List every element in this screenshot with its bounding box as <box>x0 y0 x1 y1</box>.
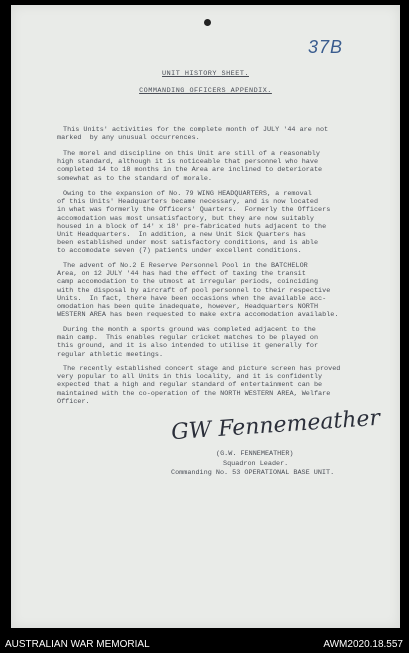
paragraph-line: The advent of No.2 E Reserve Personnel Pool in the BATCHELOR <box>63 262 308 270</box>
paragraph-line: expected that a high and regular standard of entertainment can be <box>57 381 323 390</box>
paragraph-line: This Units' activities for the complete month of JULY '44 are not <box>63 126 329 134</box>
paragraph-line: very popular to all Units in this locality, and it is confidently <box>57 373 323 382</box>
paragraph-line: main camp. This enables regular cricket matches to be played on <box>57 334 319 343</box>
paragraph-line: The recently established concert stage and picture screen has proved <box>63 365 341 373</box>
archive-accession-number: AWM2020.18.557 <box>323 639 403 650</box>
paragraph-line: omodation has been quite inadequate, however, Headquarters NORTH <box>57 303 319 311</box>
paragraph-line: WESTERN AREA has been requested to make extra accomodation available. <box>57 311 339 320</box>
paragraph-line: of this Units' Headquarters became necessary, and is now located <box>57 198 319 207</box>
handwritten-signature: GW Fennemeather <box>170 405 381 446</box>
paragraph-line: Units. In fact, there have been occasions when the available acc- <box>57 294 327 303</box>
paragraph-line: to accomodate seven (7) patients under excellent conditions. <box>57 247 302 256</box>
paragraph-line: somewhat as to the standard of morale. <box>57 174 212 183</box>
paragraph-line: Area, on 12 JULY '44 has had the effect of taxing the transit <box>57 270 306 279</box>
paragraph-line: housed in a block of 14' x 18' pre-fabricated huts adjacent to the <box>57 222 327 231</box>
paragraph-line: accomodation was most unsatisfactory, but they are now suitably <box>57 214 314 223</box>
paragraph-line: maintained with the co-operation of the NORTH WESTERN AREA, Welfare <box>57 389 331 398</box>
paragraph-line: completed 14 to 18 months in the Area are inclined to deteriorate <box>57 166 323 175</box>
paragraph-line: camp accomodation to the utmost at irregular periods, coinciding <box>57 278 319 287</box>
signatory-rank: Squadron Leader. <box>223 460 289 468</box>
signatory-name: (G.W. FENNEMEATHER) <box>216 450 294 458</box>
paragraph-line: marked by any unusual occurrences. <box>57 134 200 143</box>
paragraph-line: been established under most satisfactory conditions, and is able <box>57 239 319 248</box>
paragraph-line: Officer. <box>57 397 90 406</box>
paragraph-line: in what was formerly the Officers' Quarters. Formerly the Officers <box>57 206 331 215</box>
paragraph-line: Unit Headquarters. In addition, a new Unit Sick Quarters has <box>57 231 306 239</box>
archive-credit: AUSTRALIAN WAR MEMORIAL <box>5 639 150 650</box>
punch-hole <box>204 19 211 26</box>
signatory-appointment: Commanding No. 53 OPERATIONAL BASE UNIT. <box>171 469 335 477</box>
document-page <box>11 5 400 628</box>
paragraph-line: this ground, and it is also intended to utilise it generally for <box>57 342 319 351</box>
folio-number: 37B <box>308 37 344 57</box>
paragraph-line: The morel and discipline on this Unit are still of a reasonably <box>63 150 320 158</box>
paragraph-line: with the disposal by aircraft of pool personnel to their respective <box>57 286 331 295</box>
document-title: UNIT HISTORY SHEET. <box>162 70 249 78</box>
paragraph-line: high standard, although it is noticeable that personnel who have <box>57 158 319 167</box>
paragraph-line: regular athletic meetings. <box>57 350 164 359</box>
paragraph-line: During the month a sports ground was completed adjacent to the <box>63 326 316 334</box>
paragraph-line: Owing to the expansion of No. 79 WING HEADQUARTERS, a removal <box>63 190 312 198</box>
document-subtitle: COMMANDING OFFICERS APPENDIX. <box>139 87 272 95</box>
